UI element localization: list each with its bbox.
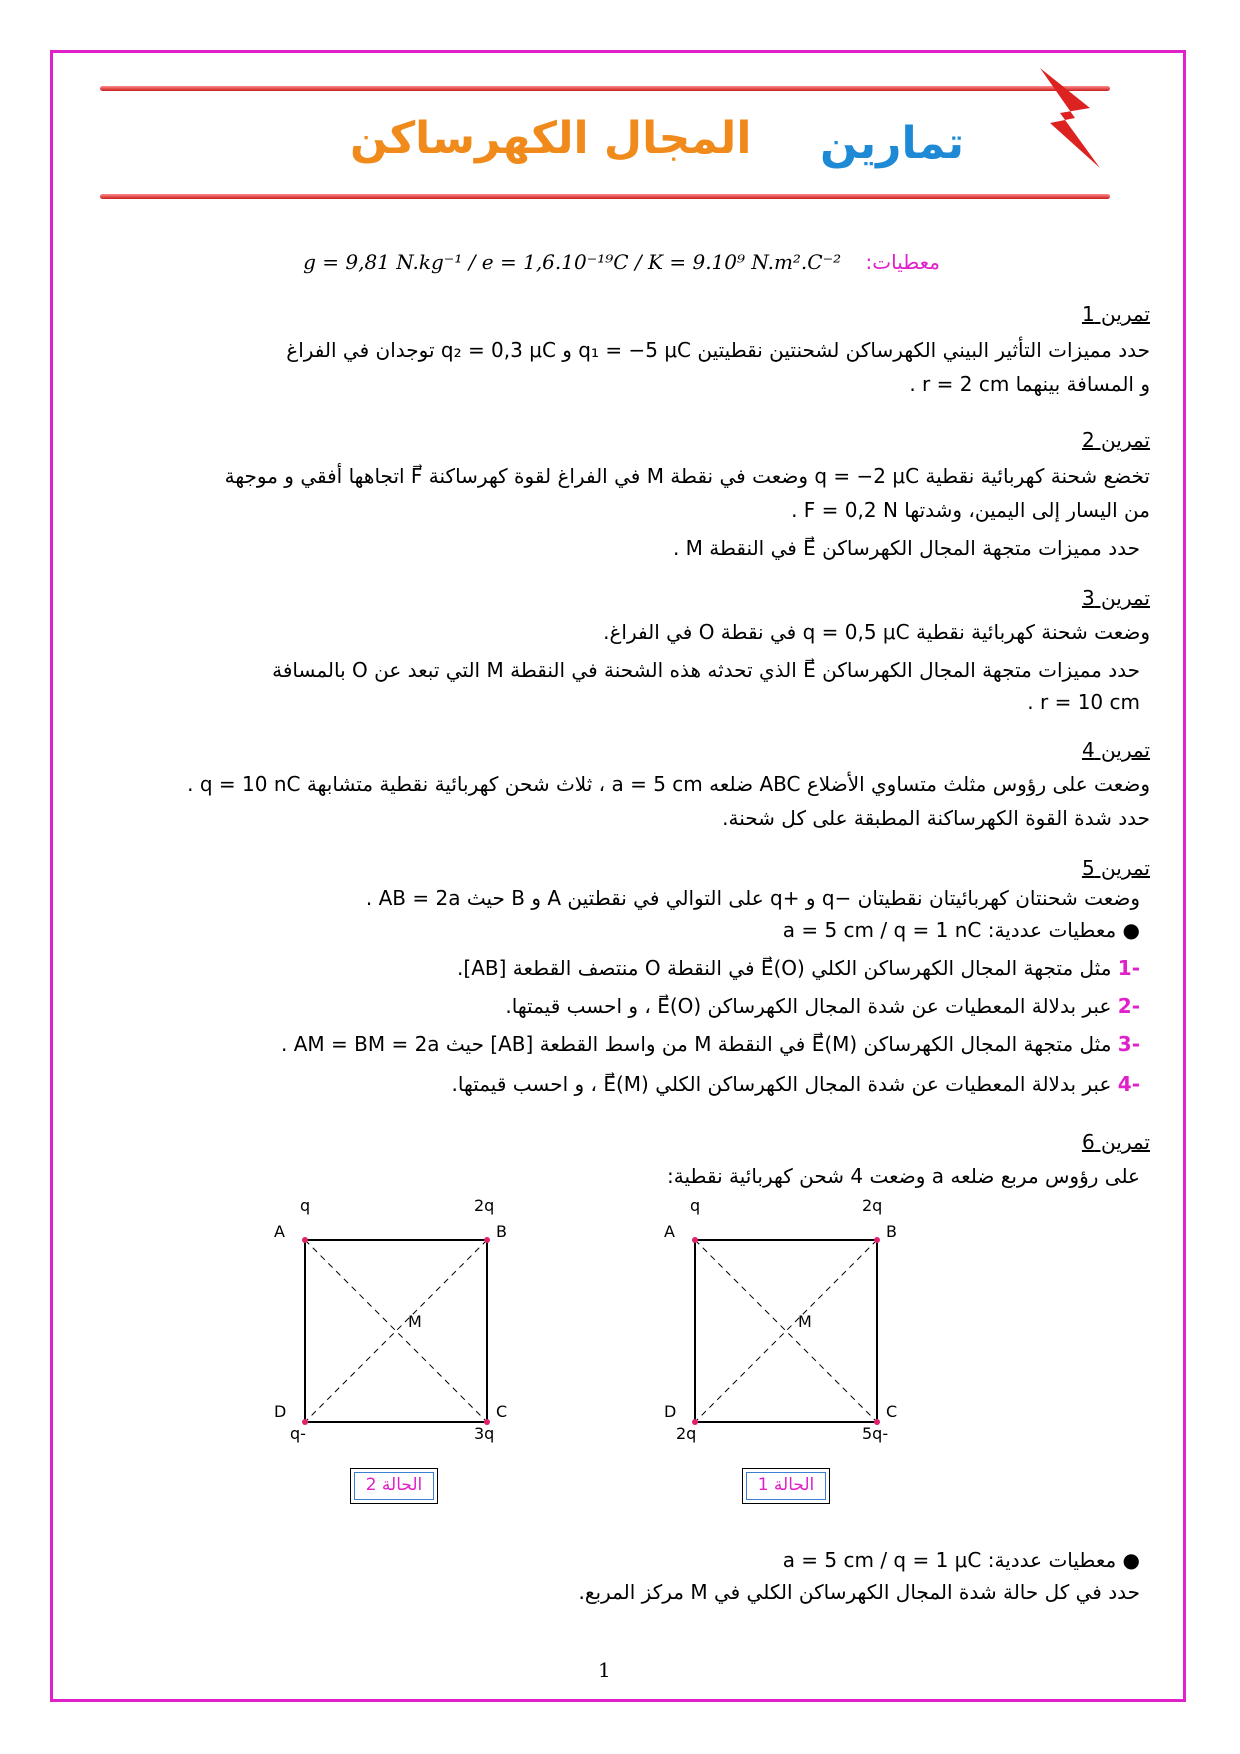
ex3-title: تمرين 3: [1081, 586, 1150, 610]
ex1-line2: و المسافة بينهما r = 2 cm .: [909, 372, 1150, 396]
case1-point-b: [874, 1237, 880, 1243]
ex5-item-2-num: -2: [1117, 994, 1140, 1018]
case1-charge-b: 2q: [862, 1196, 883, 1215]
case1-label-m: M: [798, 1312, 812, 1331]
ex5-title: تمرين 5: [1081, 856, 1150, 880]
case2-caption: الحالة 2: [365, 1475, 423, 1495]
header-bar-top: [100, 86, 1110, 91]
ex5-line1: وضعت شحنتان كهربائيتان نقطيتان −q و +q على التوالي في نقطتين A و B حيث AB = 2a .: [365, 886, 1140, 910]
case1-charge-a: q: [690, 1196, 701, 1215]
case1-label-c: C: [886, 1402, 898, 1421]
ex4-line2: حدد شدة القوة الكهرساكنة المطبقة على كل شحنة.: [722, 806, 1150, 830]
ex1-line1: حدد مميزات التأثير البيني الكهرساكن لشحنتين نقطيتين q₁ = −5 μC و q₂ = 0,3 μC توجدان في الفراغ: [286, 338, 1150, 362]
case2-charge-b: 2q: [474, 1196, 495, 1215]
case2-label-m: M: [408, 1312, 422, 1331]
case1-label-a: A: [664, 1222, 675, 1241]
case1-charge-c: -5q: [862, 1424, 889, 1443]
ex3-line3: r = 10 cm .: [1027, 690, 1140, 714]
case1-label-d: D: [664, 1402, 677, 1421]
givens-label: معطيات:: [865, 250, 940, 274]
ex5-item-1: [457, 954, 1140, 982]
page-frame: [50, 50, 1186, 1702]
logo-arrow-icon: [1030, 68, 1110, 178]
header-bar-bottom: [100, 194, 1110, 199]
ex5-item-1-text: مثل متجهة المجال الكهرساكن الكلي E⃗(O) في النقطة O منتصف القطعة [AB].: [457, 956, 1112, 980]
ex4-title: تمرين 4: [1081, 738, 1150, 762]
givens-formula: g = 9,81 N.kg⁻¹ / e = 1,6.10⁻¹⁹C / K = 9.10⁹ N.m².C⁻²: [303, 250, 842, 274]
ex6-data: ● معطيات عددية: a = 5 cm / q = 1 μC: [782, 1548, 1140, 1572]
ex5-item-3: [281, 1030, 1140, 1058]
ex6-line1: على رؤوس مربع ضلعه a وضعت 4 شحن كهربائية نقطية:: [667, 1164, 1140, 1188]
case2-label-b: B: [496, 1222, 507, 1241]
ex5-item-1-num: -1: [1117, 956, 1140, 980]
ex2-line3: حدد مميزات متجهة المجال الكهرساكن E⃗ في النقطة M .: [672, 536, 1140, 560]
case1-charge-d: 2q: [676, 1424, 697, 1443]
case2-label-d: D: [274, 1402, 287, 1421]
ex3-line2: حدد مميزات متجهة المجال الكهرساكن E⃗ الذي تحدثه هذه الشحنة في النقطة M التي تبعد عن O بالمسافة: [272, 658, 1140, 682]
case2-point-b: [484, 1237, 490, 1243]
case2-charge-d: -q: [290, 1424, 306, 1443]
ex5-item-4-num: -4: [1117, 1072, 1140, 1096]
ex5-item-2: [505, 992, 1140, 1020]
header-banner: [90, 68, 1120, 218]
case2-label-c: C: [496, 1402, 508, 1421]
ex2-line1: تخضع شحنة كهربائية نقطية q = −2 μC وضعت في نقطة M في الفراغ لقوة كهرساكنة F⃗ اتجاهها أفقي و موجهة: [224, 464, 1150, 488]
ex3-line1: وضعت شحنة كهربائية نقطية q = 0,5 μC في نقطة O في الفراغ.: [603, 620, 1150, 644]
ex5-item-3-text: مثل متجهة المجال الكهرساكن E⃗(M) في النقطة M من واسط القطعة [AB] حيث AM = BM = 2a .: [280, 1032, 1112, 1056]
case1-caption: الحالة 1: [757, 1475, 815, 1495]
ex5-item-4: [452, 1070, 1140, 1098]
givens: [303, 248, 940, 276]
ex6-data-text: معطيات عددية: a = 5 cm / q = 1 μC: [782, 1548, 1117, 1572]
ex5-item-4-text: عبر بدلالة المعطيات عن شدة المجال الكهرساكن الكلي E⃗(M) ، و احسب قيمتها.: [451, 1072, 1112, 1096]
ex4-line1: وضعت على رؤوس مثلث متساوي الأضلاع ABC ضلعه a = 5 cm ، ثلاث شحن كهربائية نقطية متشابهة q = 10 nC .: [187, 772, 1150, 796]
page-number: 1: [598, 1658, 611, 1682]
case2-charge-a: q: [300, 1196, 311, 1215]
ex6-title: تمرين 6: [1081, 1130, 1150, 1154]
header-title-left: تمارين: [820, 118, 964, 169]
case1-caption-box: [742, 1468, 830, 1504]
ex1-title: تمرين 1: [1081, 302, 1150, 326]
ex5-item-2-text: عبر بدلالة المعطيات عن شدة المجال الكهرساكن E⃗(O) ، و احسب قيمتها.: [505, 994, 1112, 1018]
ex6-question: حدد في كل حالة شدة المجال الكهرساكن الكلي في M مركز المربع.: [578, 1580, 1140, 1604]
case2-point-a: [302, 1237, 308, 1243]
ex2-title: تمرين 2: [1081, 428, 1150, 452]
case2-caption-box: [350, 1468, 438, 1504]
header-title-right: المجال الكهرساكن: [350, 113, 752, 164]
ex5-data: ● معطيات عددية: a = 5 cm / q = 1 nC: [782, 918, 1140, 942]
ex5-item-3-num: -3: [1117, 1032, 1140, 1056]
case2-charge-c: 3q: [474, 1424, 495, 1443]
case1-label-b: B: [886, 1222, 897, 1241]
ex5-data-text: معطيات عددية: a = 5 cm / q = 1 nC: [782, 918, 1117, 942]
case1-point-a: [692, 1237, 698, 1243]
case2-label-a: A: [274, 1222, 285, 1241]
ex2-line2: من اليسار إلى اليمين، وشدتها F = 0,2 N .: [791, 498, 1150, 522]
